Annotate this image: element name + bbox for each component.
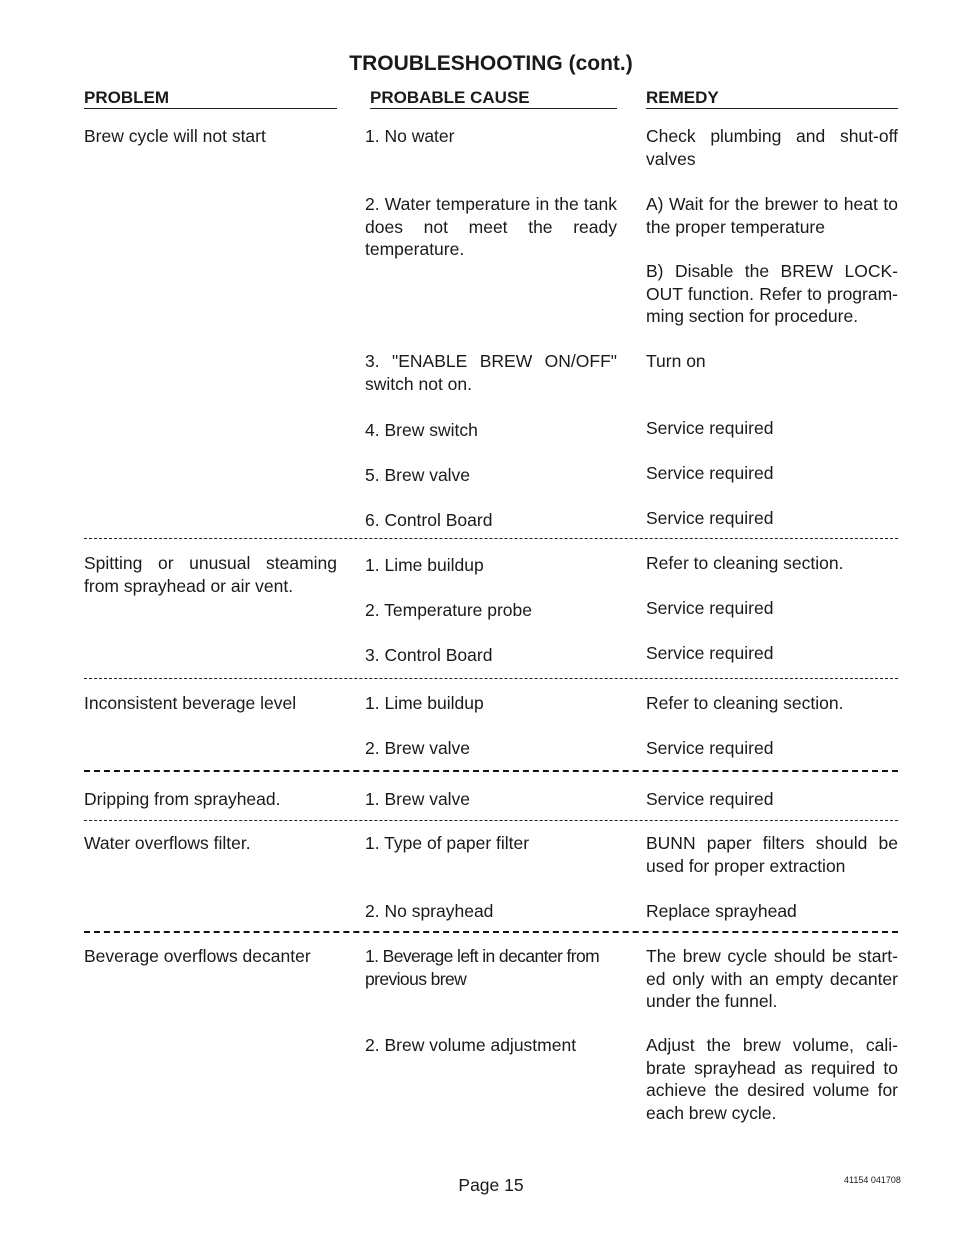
problem-column-header: PROBLEM [84, 88, 337, 109]
cause-text: 2. Temperature probe [365, 600, 533, 620]
problem-text: Water overflows filter. [84, 833, 251, 853]
remedy-text: BUNN paper filters should be used for proper extraction [646, 833, 898, 876]
remedy-text: Turn on [646, 351, 706, 371]
problem-text: Brew cycle will not start [84, 126, 266, 146]
remedy-text: Refer to cleaning section. [646, 693, 844, 713]
remedy-text: The brew cycle should be start-ed only with an empty decanter under the funnel. [646, 946, 898, 1012]
remedy-text: Service required [646, 463, 774, 483]
cause-text: 2. Brew valve [365, 738, 471, 758]
cause-text: 1. Type of paper filter [365, 833, 530, 853]
cause-text: 1. Beverage left in decanter from previous brew [365, 946, 600, 989]
remedy-text: Service required [646, 508, 774, 528]
remedy-text: Service required [646, 418, 774, 438]
problem-text: Beverage overflows decanter [84, 946, 311, 966]
page-number: Page 15 [458, 1175, 524, 1195]
remedy-column-header: REMEDY [646, 88, 898, 109]
cause-text: 2. No sprayhead [365, 901, 494, 921]
remedy-text: B) Disable the BREW LOCK-OUT function. Refer to program-ming section for procedure. [646, 261, 898, 327]
remedy-text: Service required [646, 738, 774, 758]
cause-column-header: PROBABLE CAUSE [370, 88, 617, 109]
cause-text: 2. Brew volume adjustment [365, 1035, 577, 1055]
row-divider [84, 820, 898, 821]
problem-text: Inconsistent beverage level [84, 693, 297, 713]
cause-text: 1. Lime buildup [365, 555, 484, 575]
remedy-text: Service required [646, 598, 774, 618]
remedy-text: Check plumbing and shut-off valves [646, 126, 898, 169]
cause-text: 2. Water temperature in the tank does not meet the ready temperature. [365, 194, 617, 260]
row-divider [84, 931, 898, 933]
cause-text: 1. Brew valve [365, 789, 471, 809]
document-code: 41154 041708 [844, 1175, 901, 1185]
cause-text: 1. No water [365, 126, 455, 146]
remedy-text: Adjust the brew volume, cali-brate sprayhead as required to achieve the desired volume for each brew cycle. [646, 1035, 898, 1123]
page-title: TROUBLESHOOTING (cont.) [349, 52, 633, 75]
row-divider [84, 538, 898, 539]
problem-text: Dripping from sprayhead. [84, 789, 281, 809]
remedy-text: A) Wait for the brewer to heat to the proper temperature [646, 194, 898, 237]
cause-text: 5. Brew valve [365, 465, 471, 485]
remedy-text: Service required [646, 789, 774, 809]
cause-text: 4. Brew switch [365, 420, 478, 440]
remedy-text: Refer to cleaning section. [646, 553, 844, 573]
cause-text: 3. "ENABLE BREW ON/OFF" switch not on. [365, 351, 617, 394]
row-divider [84, 678, 898, 679]
cause-text: 1. Lime buildup [365, 693, 484, 713]
problem-text: Spitting or unusual steaming from sprayhead or air vent. [84, 553, 337, 596]
remedy-text: Replace sprayhead [646, 901, 797, 921]
row-divider [84, 770, 898, 772]
cause-text: 3. Control Board [365, 645, 493, 665]
remedy-text: Service required [646, 643, 774, 663]
cause-text: 6. Control Board [365, 510, 493, 530]
